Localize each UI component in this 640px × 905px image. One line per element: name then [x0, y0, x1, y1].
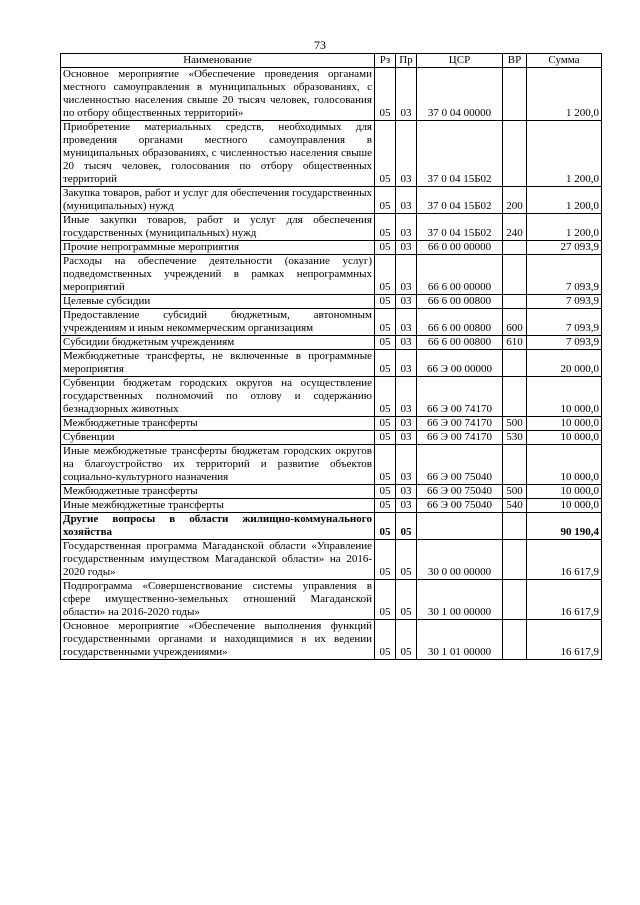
cell-csr: 37 0 04 15Б02 [417, 214, 503, 241]
cell-csr [417, 513, 503, 540]
cell-name: Другие вопросы в области жилищно-коммунального хозяйства [61, 513, 375, 540]
table-row [61, 68, 602, 121]
cell-rz: 05 [375, 513, 396, 540]
cell-vr: 500 [503, 485, 527, 499]
table-row [61, 431, 602, 445]
cell-pr: 03 [396, 241, 417, 255]
cell-csr: 66 6 00 00800 [417, 309, 503, 336]
column-header-rz: Рз [375, 54, 396, 68]
cell-csr: 66 6 00 00800 [417, 295, 503, 309]
cell-pr: 03 [396, 499, 417, 513]
table-row [61, 485, 602, 499]
cell-name: Подпрограмма «Совершенствование системы управления в сфере имущественно-земельных отношений Магаданской области» на 2016-2020 годы» [61, 580, 375, 620]
cell-rz: 05 [375, 445, 396, 485]
cell-sum: 16 617,9 [527, 620, 602, 660]
cell-pr: 03 [396, 121, 417, 187]
cell-vr: 500 [503, 417, 527, 431]
column-header-sum: Сумма [527, 54, 602, 68]
cell-csr: 66 Э 00 74170 [417, 417, 503, 431]
cell-sum: 1 200,0 [527, 214, 602, 241]
cell-rz: 05 [375, 214, 396, 241]
table-row [61, 336, 602, 350]
cell-rz: 05 [375, 485, 396, 499]
table-row [61, 187, 602, 214]
cell-csr: 66 0 00 00000 [417, 241, 503, 255]
cell-name: Субвенции [61, 431, 375, 445]
cell-vr [503, 540, 527, 580]
cell-pr: 05 [396, 513, 417, 540]
cell-pr: 03 [396, 417, 417, 431]
cell-vr: 240 [503, 214, 527, 241]
cell-name: Межбюджетные трансферты, не включенные в программные мероприятия [61, 350, 375, 377]
cell-rz: 05 [375, 377, 396, 417]
cell-csr: 30 0 00 00000 [417, 540, 503, 580]
cell-pr: 03 [396, 485, 417, 499]
table-row [61, 620, 602, 660]
cell-sum: 10 000,0 [527, 377, 602, 417]
cell-pr: 05 [396, 620, 417, 660]
cell-name: Основное мероприятие «Обеспечение выполнения функций государственными органами и находящимися в их ведении государственными учреждениями» [61, 620, 375, 660]
table-row [61, 241, 602, 255]
column-header-pr: Пр [396, 54, 417, 68]
cell-csr: 37 0 04 15Б02 [417, 121, 503, 187]
cell-vr [503, 350, 527, 377]
cell-name: Иные межбюджетные трансферты [61, 499, 375, 513]
cell-vr [503, 241, 527, 255]
cell-sum: 10 000,0 [527, 417, 602, 431]
cell-rz: 05 [375, 241, 396, 255]
cell-vr: 200 [503, 187, 527, 214]
cell-csr: 66 Э 00 74170 [417, 377, 503, 417]
cell-rz: 05 [375, 431, 396, 445]
cell-vr [503, 513, 527, 540]
table-row [61, 214, 602, 241]
cell-rz: 05 [375, 295, 396, 309]
cell-pr: 03 [396, 336, 417, 350]
cell-name: Расходы на обеспечение деятельности (оказание услуг) подведомственных учреждений в рамках непрограммных мероприятий [61, 255, 375, 295]
cell-csr: 66 Э 00 75040 [417, 445, 503, 485]
cell-name: Закупка товаров, работ и услуг для обеспечения государственных (муниципальных) нужд [61, 187, 375, 214]
cell-pr: 03 [396, 445, 417, 485]
cell-csr: 66 Э 00 00000 [417, 350, 503, 377]
cell-csr: 37 0 04 00000 [417, 68, 503, 121]
cell-sum: 7 093,9 [527, 295, 602, 309]
cell-pr: 03 [396, 309, 417, 336]
cell-vr [503, 121, 527, 187]
table-row [61, 499, 602, 513]
cell-rz: 05 [375, 540, 396, 580]
cell-name: Целевые субсидии [61, 295, 375, 309]
cell-name: Прочие непрограммные мероприятия [61, 241, 375, 255]
cell-sum: 10 000,0 [527, 499, 602, 513]
cell-sum: 10 000,0 [527, 485, 602, 499]
cell-name: Основное мероприятие «Обеспечение проведения органами местного самоуправления в муниципальных образованиях, с численностью населения свыше 20 тысяч человек, голосования по отбору общественных территорий» [61, 68, 375, 121]
cell-name: Иные межбюджетные трансферты бюджетам городских округов на благоустройство их территорий и развитие объектов социально-культурного назначения [61, 445, 375, 485]
cell-csr: 66 Э 00 75040 [417, 499, 503, 513]
cell-vr [503, 445, 527, 485]
cell-pr: 03 [396, 295, 417, 309]
cell-sum: 7 093,9 [527, 255, 602, 295]
cell-vr [503, 377, 527, 417]
table-row [61, 309, 602, 336]
cell-sum: 20 000,0 [527, 350, 602, 377]
table-row [61, 350, 602, 377]
table-header-row [61, 54, 602, 68]
cell-pr: 03 [396, 68, 417, 121]
cell-csr: 66 Э 00 75040 [417, 485, 503, 499]
cell-rz: 05 [375, 499, 396, 513]
budget-table [60, 53, 602, 660]
cell-vr [503, 580, 527, 620]
cell-vr [503, 620, 527, 660]
cell-pr: 03 [396, 431, 417, 445]
cell-csr: 30 1 01 00000 [417, 620, 503, 660]
table-row [61, 580, 602, 620]
cell-rz: 05 [375, 121, 396, 187]
cell-rz: 05 [375, 620, 396, 660]
cell-pr: 03 [396, 377, 417, 417]
cell-sum: 1 200,0 [527, 121, 602, 187]
cell-pr: 05 [396, 540, 417, 580]
table-row [61, 295, 602, 309]
page-number: 73 [314, 38, 326, 52]
cell-csr: 30 1 00 00000 [417, 580, 503, 620]
cell-pr: 03 [396, 350, 417, 377]
cell-vr [503, 295, 527, 309]
table-row [61, 445, 602, 485]
cell-vr: 610 [503, 336, 527, 350]
cell-csr: 66 6 00 00800 [417, 336, 503, 350]
cell-sum: 10 000,0 [527, 445, 602, 485]
cell-rz: 05 [375, 350, 396, 377]
cell-vr [503, 68, 527, 121]
cell-name: Иные закупки товаров, работ и услуг для обеспечения государственных (муниципальных) нужд [61, 214, 375, 241]
cell-name: Государственная программа Магаданской области «Управление государственным имуществом Магаданской области» на 2016-2020 годы» [61, 540, 375, 580]
cell-csr: 37 0 04 15Б02 [417, 187, 503, 214]
cell-name: Приобретение материальных средств, необходимых для проведения органами местного самоуправления в муниципальных образованиях, с численностью населения свыше 20 тысяч человек, голосования по отбору общественных территорий [61, 121, 375, 187]
cell-rz: 05 [375, 336, 396, 350]
cell-vr [503, 255, 527, 295]
cell-rz: 05 [375, 309, 396, 336]
cell-rz: 05 [375, 68, 396, 121]
cell-sum: 1 200,0 [527, 187, 602, 214]
cell-pr: 03 [396, 255, 417, 295]
cell-pr: 05 [396, 580, 417, 620]
table-row [61, 540, 602, 580]
table-row [61, 377, 602, 417]
cell-vr: 600 [503, 309, 527, 336]
cell-name: Субвенции бюджетам городских округов на осуществление государственных полномочий по отлову и содержанию безнадзорных животных [61, 377, 375, 417]
cell-name: Субсидии бюджетным учреждениям [61, 336, 375, 350]
cell-rz: 05 [375, 580, 396, 620]
cell-vr: 540 [503, 499, 527, 513]
column-header-name: Наименование [61, 54, 375, 68]
cell-vr: 530 [503, 431, 527, 445]
cell-name: Предоставление субсидий бюджетным, автономным учреждениям и иным некоммерческим организациям [61, 309, 375, 336]
cell-sum: 16 617,9 [527, 540, 602, 580]
table-row [61, 121, 602, 187]
cell-sum: 90 190,4 [527, 513, 602, 540]
cell-csr: 66 6 00 00000 [417, 255, 503, 295]
cell-csr: 66 Э 00 74170 [417, 431, 503, 445]
cell-sum: 27 093,9 [527, 241, 602, 255]
column-header-csr: ЦСР [417, 54, 503, 68]
cell-pr: 03 [396, 187, 417, 214]
column-header-vr: ВР [503, 54, 527, 68]
cell-rz: 05 [375, 417, 396, 431]
cell-rz: 05 [375, 255, 396, 295]
cell-name: Межбюджетные трансферты [61, 485, 375, 499]
cell-sum: 10 000,0 [527, 431, 602, 445]
table-row [61, 417, 602, 431]
cell-sum: 16 617,9 [527, 580, 602, 620]
cell-pr: 03 [396, 214, 417, 241]
cell-sum: 1 200,0 [527, 68, 602, 121]
cell-rz: 05 [375, 187, 396, 214]
table-row [61, 513, 602, 540]
cell-name: Межбюджетные трансферты [61, 417, 375, 431]
cell-sum: 7 093,9 [527, 336, 602, 350]
cell-sum: 7 093,9 [527, 309, 602, 336]
table-row [61, 255, 602, 295]
